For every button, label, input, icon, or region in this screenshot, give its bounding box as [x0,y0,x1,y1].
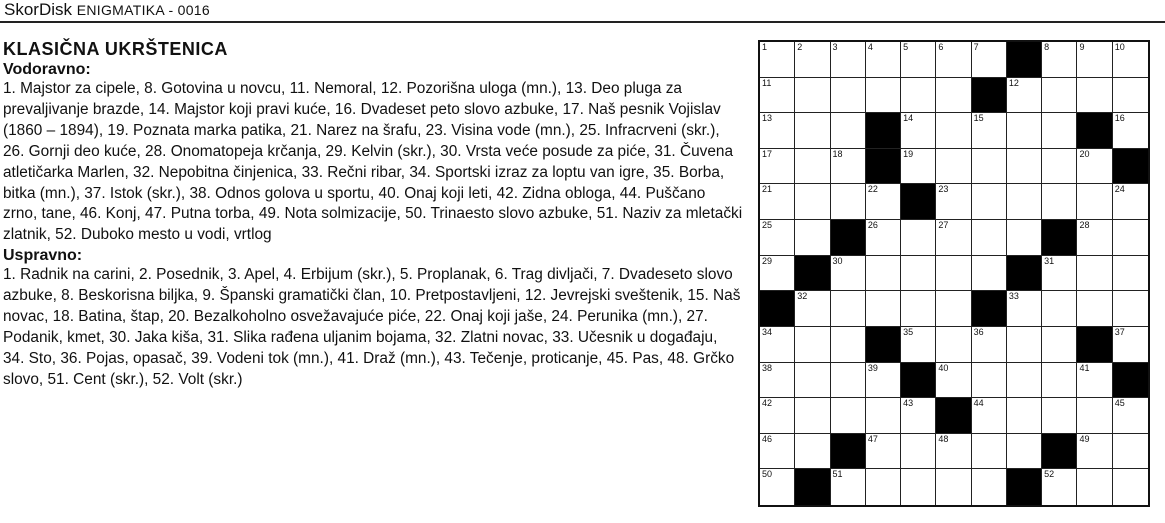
block-cell [1042,434,1077,470]
grid-cell[interactable] [1007,184,1042,220]
grid-cell[interactable] [760,42,795,78]
cell-number: 7 [973,42,979,52]
down-heading: Uspravno: [3,247,83,265]
grid-cell[interactable] [866,434,901,470]
cell-number: 15 [973,113,984,124]
grid-cell[interactable] [1077,291,1112,327]
cell-number: 32 [797,291,808,302]
cell-number: 8 [1044,42,1050,52]
grid-cell[interactable] [1077,398,1112,434]
block-cell [1007,256,1042,292]
clues-panel [3,38,743,391]
grid-cell[interactable] [760,256,795,292]
block-cell [866,327,901,363]
grid-cell[interactable] [936,327,971,363]
grid-cell[interactable] [1113,469,1148,505]
grid-cell[interactable] [866,220,901,256]
grid-cell[interactable] [1113,78,1148,114]
grid-cell[interactable] [795,327,830,363]
cell-number: 37 [1114,326,1125,337]
grid-cell[interactable] [936,256,971,292]
grid-cell[interactable] [1042,149,1077,185]
grid-cell[interactable] [1007,434,1042,470]
grid-cell[interactable] [866,42,901,78]
grid-cell[interactable] [1042,363,1077,399]
cell-number: 49 [1079,433,1090,444]
grid-cell[interactable] [866,469,901,505]
grid-cell[interactable] [1077,42,1112,78]
grid-cell[interactable] [866,184,901,220]
cell-number: 22 [867,184,878,195]
cell-number: 38 [762,362,773,373]
grid-cell[interactable] [760,327,795,363]
cell-number: 36 [973,326,984,337]
cell-number: 48 [938,433,949,444]
grid-cell[interactable] [831,327,866,363]
grid-cell[interactable] [972,363,1007,399]
grid-cell[interactable] [936,78,971,114]
grid-cell[interactable] [1042,291,1077,327]
grid-cell[interactable] [901,113,936,149]
grid-cell[interactable] [901,398,936,434]
grid-cell[interactable] [795,149,830,185]
cell-number: 27 [938,220,949,231]
cell-number: 11 [762,77,772,88]
grid-cell[interactable] [972,398,1007,434]
grid-cell[interactable] [901,42,936,78]
block-cell [972,78,1007,114]
cell-number: 2 [797,42,803,52]
block-cell [1077,327,1112,363]
grid-cell[interactable] [1007,398,1042,434]
grid-cell[interactable] [972,149,1007,185]
grid-cell[interactable] [901,327,936,363]
grid-cell[interactable] [831,78,866,114]
grid-cell[interactable] [936,113,971,149]
grid-cell[interactable] [901,256,936,292]
grid-cell[interactable] [901,469,936,505]
cell-number: 13 [762,113,773,124]
crossword-grid [758,40,1150,507]
grid-cell[interactable] [831,398,866,434]
grid-cell[interactable] [760,363,795,399]
block-cell [936,398,971,434]
grid-cell[interactable] [760,469,795,505]
grid-cell[interactable] [760,113,795,149]
grid-cell[interactable] [760,434,795,470]
grid-cell[interactable] [972,469,1007,505]
block-cell [1113,149,1148,185]
grid-cell[interactable] [1042,398,1077,434]
grid-cell[interactable] [972,327,1007,363]
grid-cell[interactable] [795,184,830,220]
grid-cell[interactable] [866,398,901,434]
grid-cell[interactable] [1007,78,1042,114]
grid-cell[interactable] [1113,113,1148,149]
cell-number: 28 [1079,220,1090,231]
puzzle-title: KLASIČNA UKRŠTENICA [3,39,228,59]
grid-cell[interactable] [795,434,830,470]
block-cell [760,291,795,327]
grid-cell[interactable] [866,78,901,114]
grid-cell[interactable] [1077,469,1112,505]
grid-cell[interactable] [831,149,866,185]
cell-number: 46 [762,433,773,444]
grid-cell[interactable] [936,363,971,399]
grid-cell[interactable] [760,78,795,114]
grid-cell[interactable] [795,113,830,149]
grid-cell[interactable] [795,78,830,114]
grid-cell[interactable] [1077,434,1112,470]
grid-cell[interactable] [795,220,830,256]
cell-number: 21 [762,184,773,195]
grid-cell[interactable] [1113,327,1148,363]
grid-cell[interactable] [831,42,866,78]
grid-cell[interactable] [1077,256,1112,292]
cell-number: 14 [903,113,914,124]
block-cell [1007,42,1042,78]
block-cell [901,184,936,220]
grid-cell[interactable] [1113,256,1148,292]
block-cell [795,256,830,292]
grid-cell[interactable] [760,149,795,185]
grid-cell[interactable] [936,149,971,185]
block-cell [831,434,866,470]
grid-cell[interactable] [936,291,971,327]
block-cell [866,113,901,149]
across-heading: Vodoravno: [3,61,91,78]
grid-cell[interactable] [1007,327,1042,363]
cell-number: 31 [1044,255,1055,266]
grid-cell[interactable] [1042,42,1077,78]
block-cell [1077,113,1112,149]
grid-cell[interactable] [1042,78,1077,114]
grid-cell[interactable] [1007,220,1042,256]
grid-cell[interactable] [1007,149,1042,185]
cell-number: 16 [1114,113,1125,124]
grid-cell[interactable] [866,291,901,327]
cell-number: 12 [1008,77,1019,88]
block-cell [972,291,1007,327]
grid-cell[interactable] [972,256,1007,292]
grid-cell[interactable] [795,42,830,78]
block-cell [901,363,936,399]
brand-line [4,0,210,20]
cell-number: 10 [1114,42,1125,52]
grid-cell[interactable] [1042,113,1077,149]
block-cell [866,149,901,185]
brand-name: SkorDisk [4,0,73,19]
cell-number: 3 [832,42,838,52]
grid-cell[interactable] [1077,149,1112,185]
grid-cell[interactable] [760,184,795,220]
cell-number: 24 [1114,184,1125,195]
across-clues: 1. Majstor za cipele, 8. Gotovina u novcu, 11. Nemoral, 12. Pozorišna uloga (mn.), 13. Deo pluga za prevaljivanje brazde, 14. Majstor koji pravi kuće, 16. Dvadeset peto slovo azbuke, 17. Naš pesnik Vojislav (1860 – 1894), 19. Poznata marka patika, 21. Narez na šrafu, 23. Visina vode (mn.), 25. Infracrveni (skr.), 26. Gornji deo kuće, 28. Onomatopeja krčanja, 29. Kelvin (skr.), 30. Vrsta veće posude za piće, 31. Čuvena atletičarka Marlen, 32. Nepobitna činjenica, 33. Rečni ribar, 34. Sportski izraz za loptu van igre, 35. Borba, bitka (mn.), 37. Istok (skr.), 38. Odnos golova u sportu, 40. Onaj koji leti, 42. Zidna obloga, 44. Puščano zrno, tane, 46. Konj, 47. Putna torba, 49. Nota solmizacije, 50. Trinaesto slovo azbuke, 51. Naziv za mletački zlatnik, 52. Duboko mesto u vodi, vrtlog [3,80,743,244]
cell-number: 29 [762,255,773,266]
block-cell [1042,220,1077,256]
grid-cell[interactable] [1113,220,1148,256]
cell-number: 9 [1079,42,1085,52]
cell-number: 34 [762,326,773,337]
grid-cell[interactable] [936,184,971,220]
grid-cell[interactable] [936,469,971,505]
grid-cell[interactable] [1007,363,1042,399]
cell-number: 25 [762,220,773,231]
grid-cell[interactable] [1113,184,1148,220]
grid-cell[interactable] [901,291,936,327]
cell-number: 30 [832,255,843,266]
cell-number: 1 [762,42,768,52]
cell-number: 41 [1079,362,1090,373]
grid-cell[interactable] [831,113,866,149]
cell-number: 23 [938,184,949,195]
cell-number: 44 [973,398,984,409]
grid-cell[interactable] [1077,78,1112,114]
grid-cell[interactable] [1042,184,1077,220]
block-cell [1007,469,1042,505]
cell-number: 33 [1008,291,1019,302]
cell-number: 43 [903,398,914,409]
grid-cell[interactable] [936,434,971,470]
cell-number: 20 [1079,148,1090,159]
grid-cell[interactable] [1042,327,1077,363]
cell-number: 18 [832,148,843,159]
grid-cell[interactable] [760,220,795,256]
block-cell [795,469,830,505]
grid-cell[interactable] [795,291,830,327]
grid-cell[interactable] [795,363,830,399]
grid-cell[interactable] [1113,42,1148,78]
grid-cell[interactable] [901,149,936,185]
header-bar [0,0,1165,23]
grid-cell[interactable] [972,42,1007,78]
grid-cell[interactable] [1007,291,1042,327]
grid-cell[interactable] [1077,363,1112,399]
grid-cell[interactable] [972,434,1007,470]
edition-label: ENIGMATIKA - 0016 [76,2,210,18]
cell-number: 6 [938,42,944,52]
cell-number: 17 [762,148,773,159]
cell-number: 39 [867,362,878,373]
grid-cell[interactable] [972,113,1007,149]
cell-number: 47 [867,433,878,444]
grid-cell[interactable] [936,42,971,78]
cell-number: 42 [762,398,773,409]
grid-cell[interactable] [1113,434,1148,470]
grid-cell[interactable] [972,220,1007,256]
cell-number: 5 [903,42,909,52]
grid-cell[interactable] [936,220,971,256]
grid-cell[interactable] [795,398,830,434]
grid-cell[interactable] [760,398,795,434]
grid-cell[interactable] [1077,184,1112,220]
grid-cell[interactable] [831,256,866,292]
cell-number: 19 [903,148,914,159]
grid-cell[interactable] [1077,220,1112,256]
down-clues: 1. Radnik na carini, 2. Posednik, 3. Apel, 4. Erbijum (skr.), 5. Proplanak, 6. Trag divljači, 7. Dvadeseto slovo azbuke, 8. Beskorisna biljka, 9. Španski gramatički član, 10. Pretpostavljeni, 12. Jevrejski sveštenik, 15. Naš novac, 18. Batina, štap, 20. Bezalkoholno osvežavajuće piće, 22. Onaj koji jaše, 24. Perunika (mn.), 27. Podanik, kmet, 30. Jaka kiša, 31. Slika rađena uljanim bojama, 32. Zlatni novac, 33. Učesnik u događaju, 34. Sto, 36. Pojas, opasač, 39. Vodeni tok (mn.), 41. Draž (mn.), 43. Tečenje, proticanje, 45. Pas, 48. Grčko slovo, 51. Cent (skr.), 52. Volt (skr.) [3,266,741,388]
grid-cell[interactable] [1042,256,1077,292]
cell-number: 40 [938,362,949,373]
block-cell [831,220,866,256]
cell-number: 45 [1114,398,1125,409]
grid-cell[interactable] [972,184,1007,220]
grid-cell[interactable] [831,469,866,505]
grid-cell[interactable] [831,363,866,399]
grid-cell[interactable] [901,78,936,114]
grid-cell[interactable] [901,434,936,470]
cell-number: 50 [762,469,773,480]
cell-number: 52 [1044,469,1055,480]
grid-cell[interactable] [901,220,936,256]
grid-cell[interactable] [831,291,866,327]
cell-number: 35 [903,326,914,337]
grid-cell[interactable] [1042,469,1077,505]
cell-number: 4 [867,42,873,52]
grid-cell[interactable] [831,184,866,220]
grid-cell[interactable] [866,256,901,292]
grid-cell[interactable] [1113,291,1148,327]
grid-cell[interactable] [1007,113,1042,149]
block-cell [1113,363,1148,399]
cell-number: 26 [867,220,878,231]
cell-number: 51 [832,469,843,480]
grid-cell[interactable] [866,363,901,399]
grid-cell[interactable] [1113,398,1148,434]
